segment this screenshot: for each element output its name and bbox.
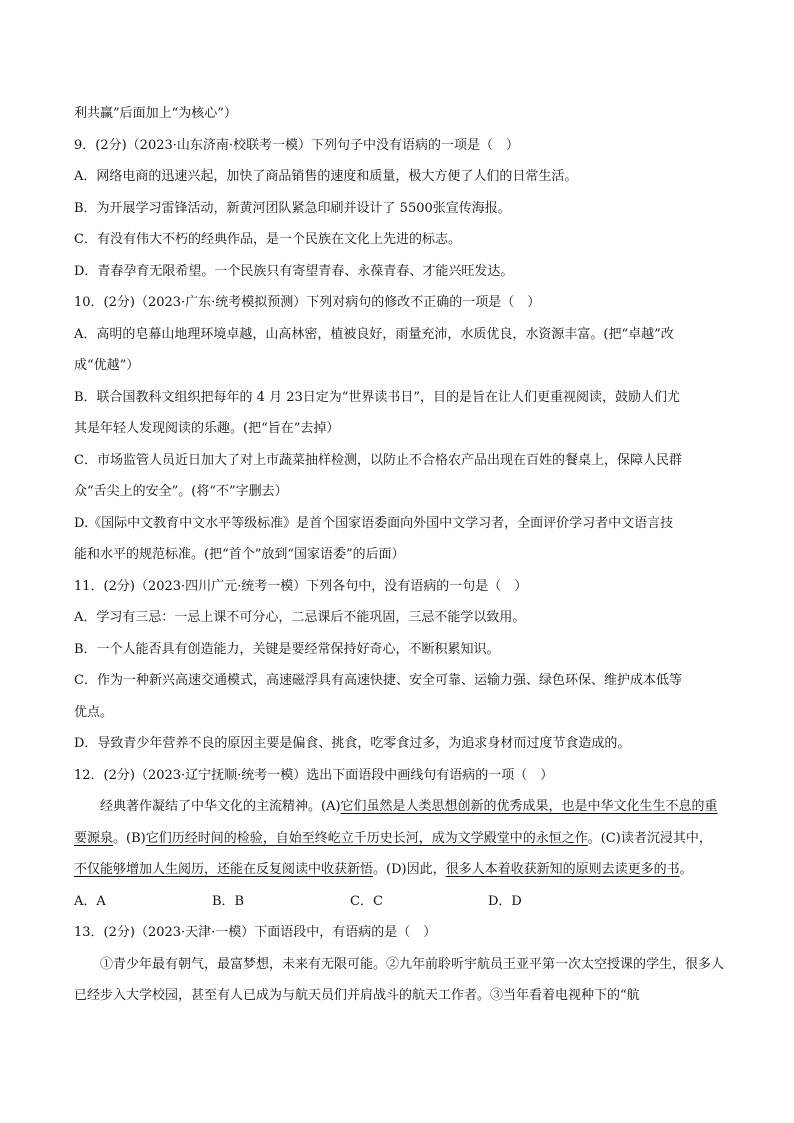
option-d-line2: 能和水平的规范标准。(把“首个”放到“国家语委”的后面） [74, 547, 405, 562]
question-10 [74, 287, 724, 571]
option-d: D．青春孕育无限希望。一个民族只有寄望青春、永葆青春、才能兴旺发达。 [74, 263, 514, 279]
option-a: A．网络电商的迅速兴起，加快了商品销售的速度和质量，极大方便了人们的日常生活。 [74, 169, 578, 184]
option-c-line1: C．作为一种新兴高速交通模式，高速磁浮具有高速快捷、安全可靠、运输力强、绿色环保、维护成本低等 [74, 673, 682, 688]
option-c: C．C [350, 893, 383, 909]
continuation-line: 利共赢”后面加上“为核心”） [74, 106, 237, 121]
option-c-line2: 优点。 [74, 704, 114, 720]
option-b-line1: B．联合国教科文组织把每年的 4 月 23日定为“世界读书日”，目的是旨在让人们更重视阅读，鼓励人们尤 [74, 389, 681, 405]
option-a: A．学习有三忌：一忌上课不可分心，二忌课后不能巩固，三忌不能学以致用。 [74, 610, 526, 625]
exam-content [74, 98, 724, 1012]
passage-text: 经典著作凝结了中华文化的主流精神。(A) [100, 799, 341, 814]
option-b: B．一个人能否具有创造能力，关键是要经常保持好奇心，不断积累知识。 [74, 641, 500, 657]
question-stem: 9．(2分)（2023·山东济南·校联考一模）下列句子中没有语病的一项是（ ） [74, 137, 520, 153]
question-11 [74, 571, 724, 760]
question-stem: 12．(2分)（2023·辽宁抚顺·统考一模）选出下面语段中画线句有语病的一项（ ） [74, 767, 554, 783]
question-stem: 10．(2分)（2023·广东·统考模拟预测）下列对病句的修改不正确的一项是（ ） [74, 295, 541, 310]
underlined-sentence-c: 不仅能够增加人生阅历，还能在反复阅读中收获新悟 [74, 862, 374, 877]
option-d: D．导致青少年营养不良的原因主要是偏食、挑食，吃零食过多，为追求身材而过度节食造成的。 [74, 736, 631, 751]
option-b-line2: 其是年轻人发现阅读的乐趣。(把“旨在”去掉） [74, 421, 340, 436]
underlined-sentence-b: 它们历经时间的检验，自始至终屹立千历史长河，成为文学殿堂中的永恒之作 [145, 830, 588, 846]
underlined-sentence-d: 很多人本着收获新知的原则去读更多的书 [445, 862, 680, 877]
passage-text: 。(B) [113, 830, 146, 846]
question-stem: 11．(2分)（2023·四川广元·统考一模）下列各句中，没有语病的一句是（ ） [74, 578, 528, 594]
passage-text: 。 [679, 862, 693, 877]
question-13 [74, 917, 724, 1012]
option-c-line2: 众“舌尖上的安全”。(将“不”字删去） [74, 484, 288, 499]
option-b: B．B [212, 893, 245, 909]
option-a-line1: A．高明的皂幕山地理环境卓越，山高林密，植被良好，雨量充沛，水质优良，水资源丰富。(把“卓越”改 [74, 326, 674, 342]
underlined-sentence-a: 它们虽然是人类思想创新的优秀成果，也是中华文化生生不息的重要源泉 [74, 799, 718, 846]
question-stem: 13．(2分)（2023·天津·一模）下面语段中，有语病的是（ ） [74, 925, 437, 940]
option-a-line2: 成“优越”） [74, 358, 140, 373]
options-row [74, 886, 724, 918]
passage: ①青少年最有朝气，最富梦想，未来有无限可能。②九年前聆听宇航员王亚平第一次太空授课的学生，很多人已经步入大学校园，甚至有人已成为与航天员们并肩战斗的航天工作者。③当年看着电视种下的“航 [74, 956, 725, 1003]
option-b: B．为开展学习雷锋活动，新黄河团队紧急印刷并设计了 5500张宣传海报。 [74, 200, 511, 216]
question-12 [74, 760, 724, 918]
option-c-line1: C．市场监管人员近日加大了对上市蔬菜抽样检测，以防止不合格农产品出现在百姓的餐桌上，保障人民群 [74, 452, 682, 468]
option-d-line1: D.《国际中文教育中文水平等级标准》是首个国家语委面向外国中文学习者，全面评价学习者中文语言技 [74, 515, 674, 531]
passage-text: 。(C)读者沉浸其中， [587, 830, 712, 846]
option-c: C．有没有伟大不朽的经典作品，是一个民族在文化上先进的标志。 [74, 232, 461, 247]
option-d: D．D [488, 893, 522, 909]
passage [74, 791, 724, 886]
question-9 [74, 130, 724, 288]
passage-text: 。(D)因此， [373, 862, 446, 877]
option-a: A．A [74, 893, 106, 909]
